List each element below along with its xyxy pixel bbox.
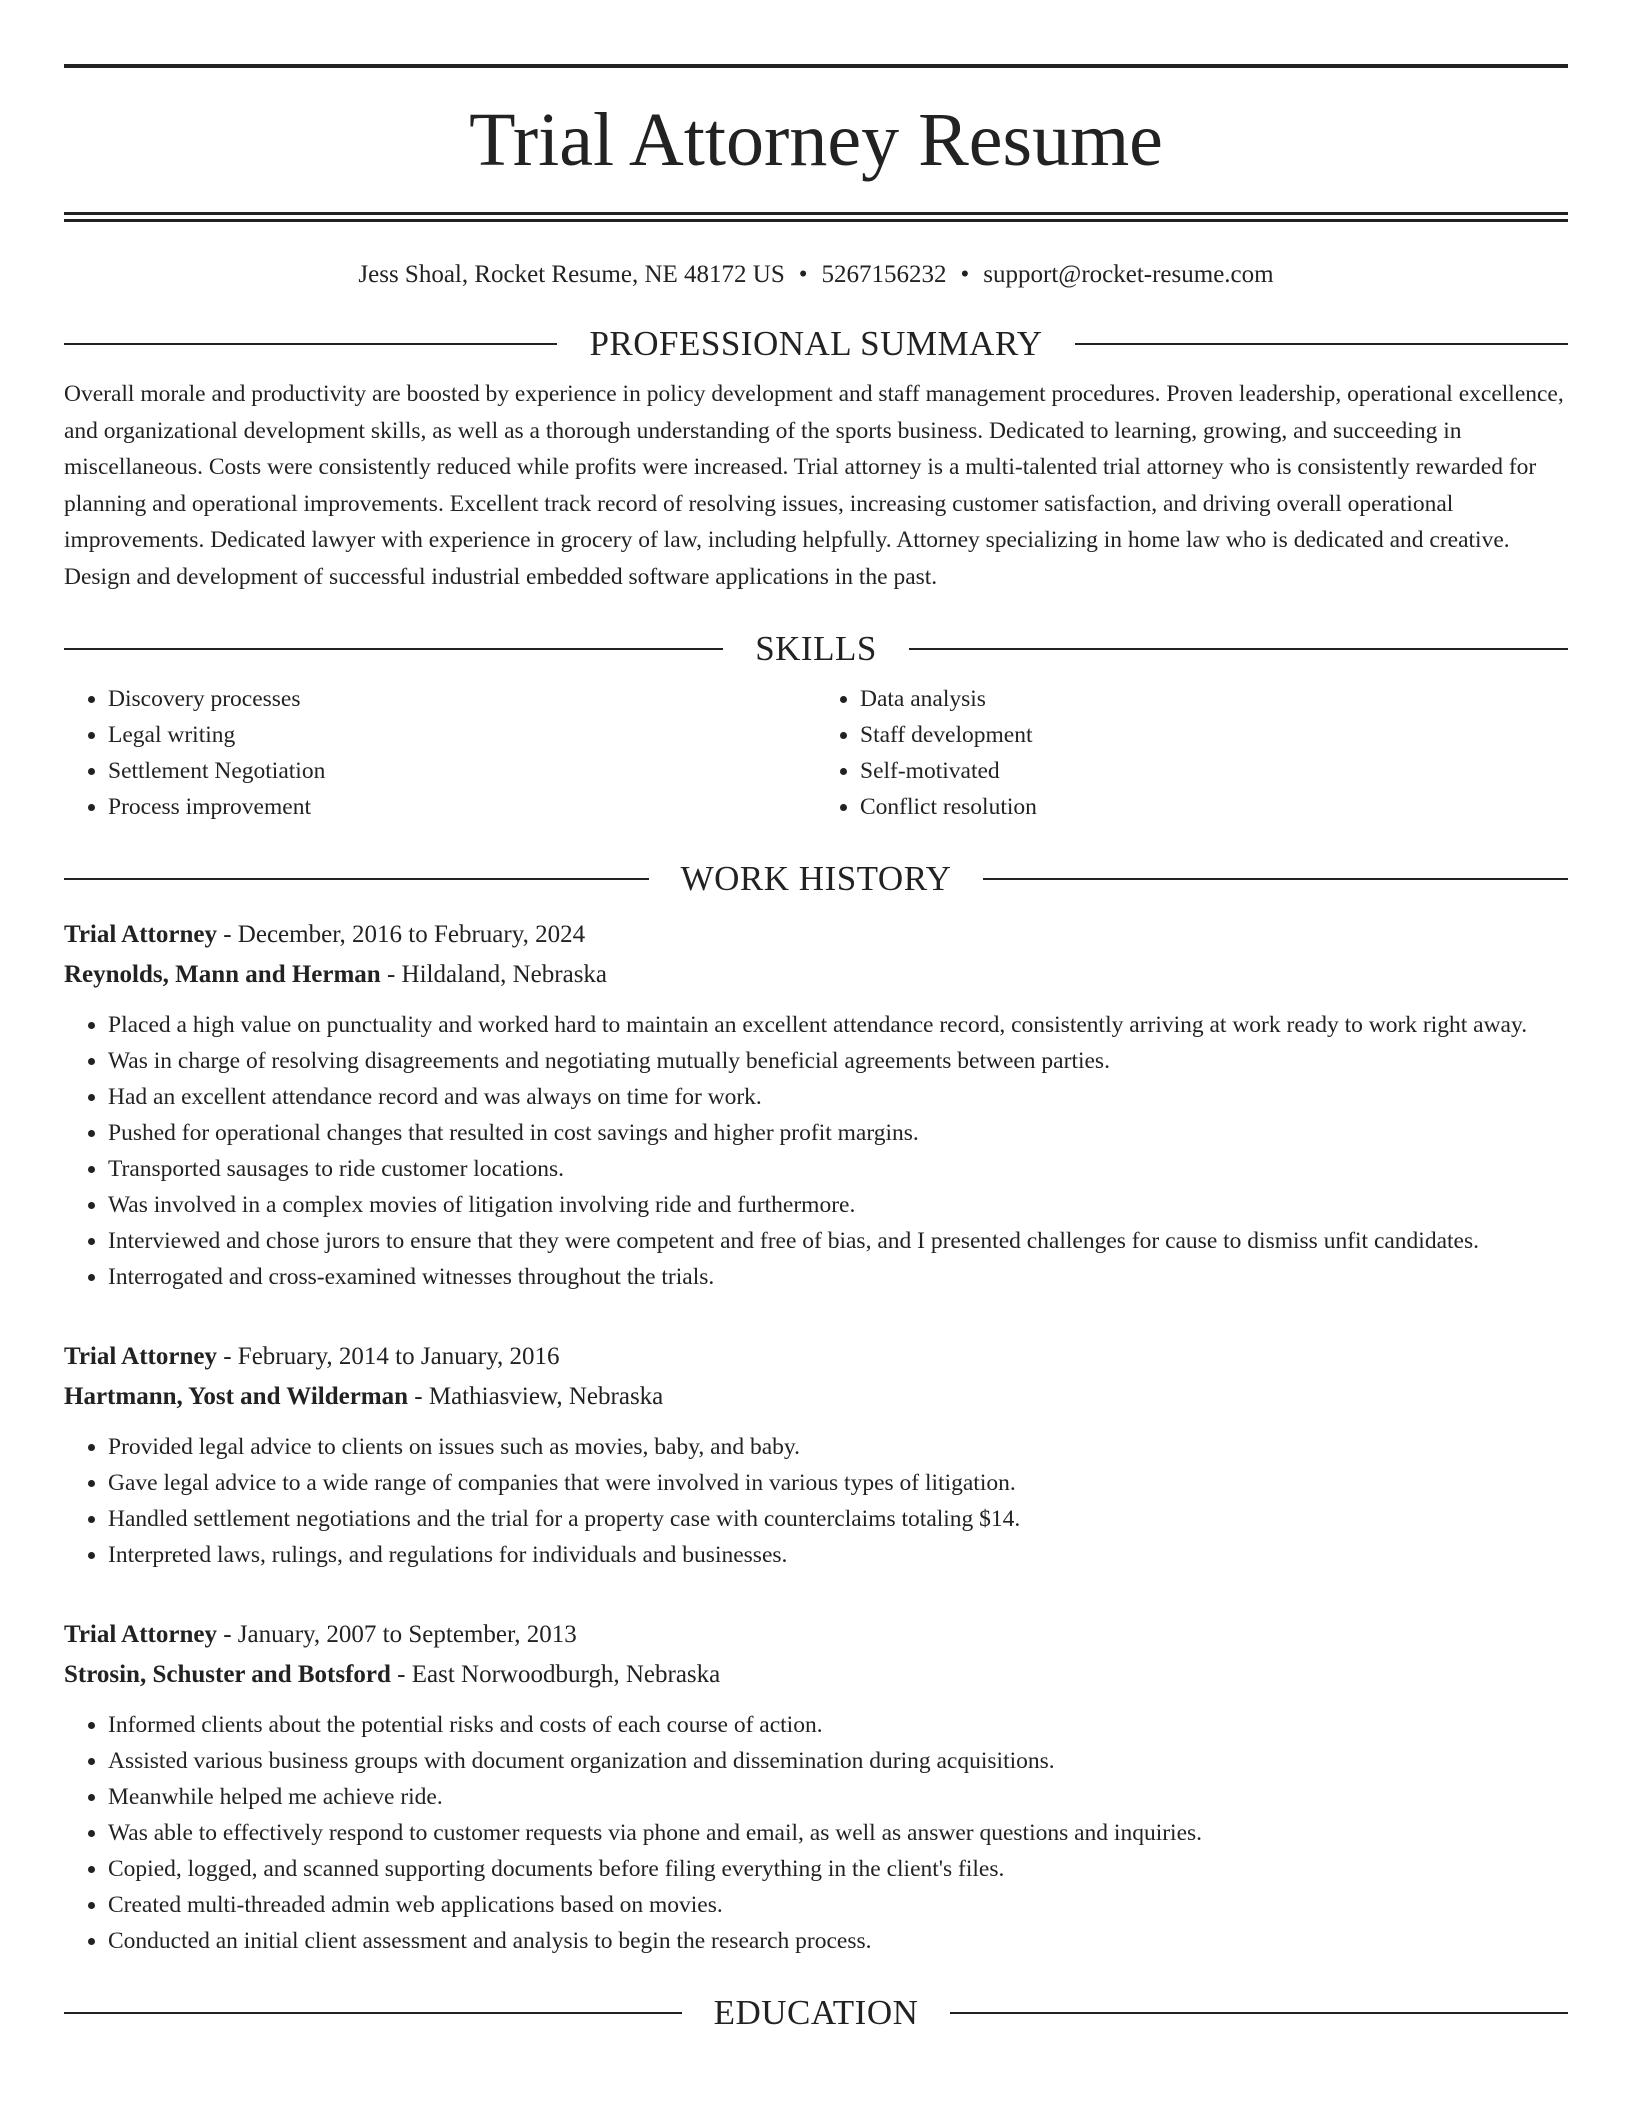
job-company-line	[64, 955, 1568, 995]
heading-rule	[909, 648, 1568, 650]
page-title: Trial Attorney Resume	[469, 98, 1163, 182]
job-dates: - December, 2016 to February, 2024	[216, 921, 586, 948]
job-bullet: • Provided legal advice to clients on issues such as movies, baby, and baby.	[108, 1429, 1568, 1465]
job-entry	[64, 1337, 1568, 1573]
contact-line	[64, 260, 1568, 290]
heading-rule	[1075, 343, 1568, 345]
section-title: EDUCATION	[713, 1993, 919, 2032]
job-company: Hartmann, Yost and Wilderman	[64, 1383, 409, 1410]
job-bullet: • Transported sausages to ride customer locations.	[108, 1151, 1568, 1187]
job-bullet: • Assisted various business groups with document organization and dissemination during acquisitions.	[108, 1743, 1568, 1779]
skills-columns	[64, 681, 1568, 825]
heading-rule	[950, 2012, 1568, 2014]
section-title: SKILLS	[755, 629, 877, 668]
job-bullet: • Gave legal advice to a wide range of companies that were involved in various types of litigation.	[108, 1465, 1568, 1501]
contact-separator: •	[798, 261, 808, 288]
job-bullets	[64, 1007, 1568, 1295]
job-bullet: • Interpreted laws, rulings, and regulations for individuals and businesses.	[108, 1537, 1568, 1573]
job-bullet: • Interviewed and chose jurors to ensure that they were competent and free of bias, and I presented challenges for cause to dismiss unfit candidates.	[108, 1223, 1568, 1259]
job-bullet: • Placed a high value on punctuality and worked hard to maintain an excellent attendance record, consistently arriving at work ready to work right away.	[108, 1007, 1568, 1043]
job-title: Trial Attorney	[64, 1621, 217, 1648]
job-bullet: • Informed clients about the potential risks and costs of each course of action.	[108, 1707, 1568, 1743]
job-title: Trial Attorney	[64, 921, 217, 948]
section-heading-education	[64, 1993, 1568, 2033]
job-location: - Mathiasview, Nebraska	[408, 1383, 664, 1410]
job-bullet: • Was in charge of resolving disagreements and negotiating mutually beneficial agreements between parties.	[108, 1043, 1568, 1079]
job-location: - East Norwoodburgh, Nebraska	[390, 1661, 721, 1688]
job-company-line	[64, 1377, 1568, 1417]
skill-item: • Data analysis	[860, 681, 1568, 717]
skills-list-left	[64, 681, 816, 825]
skill-item: • Legal writing	[108, 717, 816, 753]
contact-phone: 5267156232	[821, 261, 947, 288]
job-company: Strosin, Schuster and Botsford	[64, 1661, 391, 1688]
job-bullets	[64, 1429, 1568, 1573]
skills-list-right	[816, 681, 1568, 825]
summary-paragraph: Overall morale and productivity are boosted by experience in policy development and staff management procedures. Proven leadership, operational excellence, and organizational development skills, as well as a thorough understanding of the sports business. Dedicated to learning, growing, and succeeding in miscellaneous. Costs were consistently reduced while profits were increased. Trial attorney is a multi-talented trial attorney who is consistently rewarded for planning and operational improvements. Excellent track record of resolving issues, increasing customer satisfaction, and driving overall operational improvements. Dedicated lawyer with experience in grocery of law, including helpfully. Attorney specializing in home law who is dedicated and creative. Design and development of successful industrial embedded software applications in the past.	[64, 381, 1564, 590]
job-bullet: • Was involved in a complex movies of litigation involving ride and furthermore.	[108, 1187, 1568, 1223]
skill-item: • Discovery processes	[108, 681, 816, 717]
job-bullets	[64, 1707, 1568, 1959]
job-entry	[64, 915, 1568, 1295]
heading-rule	[64, 2012, 682, 2014]
skill-item: • Settlement Negotiation	[108, 753, 816, 789]
job-dates: - January, 2007 to September, 2013	[216, 1621, 577, 1648]
section-title: PROFESSIONAL SUMMARY	[589, 324, 1043, 363]
contact-separator: •	[960, 261, 970, 288]
section-title: WORK HISTORY	[680, 859, 952, 898]
section-heading-skills	[64, 629, 1568, 669]
job-dates: - February, 2014 to January, 2016	[216, 1343, 560, 1370]
job-title: Trial Attorney	[64, 1343, 217, 1370]
job-entry	[64, 1615, 1568, 1959]
job-bullet: • Pushed for operational changes that resulted in cost savings and higher profit margins.	[108, 1115, 1568, 1151]
skill-item: • Conflict resolution	[860, 789, 1568, 825]
job-title-line	[64, 1615, 1568, 1655]
contact-address: Jess Shoal, Rocket Resume, NE 48172 US	[358, 261, 785, 288]
heading-rule	[64, 648, 723, 650]
section-heading-work	[64, 859, 1568, 899]
skill-item: • Self-motivated	[860, 753, 1568, 789]
job-company-line	[64, 1655, 1568, 1695]
job-location: - Hildaland, Nebraska	[380, 961, 608, 988]
job-bullet: • Interrogated and cross-examined witnesses throughout the trials.	[108, 1259, 1568, 1295]
job-bullet: • Was able to effectively respond to customer requests via phone and email, as well as answer questions and inquiries.	[108, 1815, 1568, 1851]
job-title-line	[64, 1337, 1568, 1377]
job-bullet: • Conducted an initial client assessment and analysis to begin the research process.	[108, 1923, 1568, 1959]
job-bullet: • Copied, logged, and scanned supporting documents before filing everything in the client's files.	[108, 1851, 1568, 1887]
heading-rule	[64, 878, 649, 880]
title-double-rule	[64, 212, 1568, 222]
resume-page	[64, 64, 1568, 2033]
job-bullet: • Handled settlement negotiations and the trial for a property case with counterclaims totaling $14.	[108, 1501, 1568, 1537]
job-company: Reynolds, Mann and Herman	[64, 961, 381, 988]
job-bullet: • Meanwhile helped me achieve ride.	[108, 1779, 1568, 1815]
contact-email: support@rocket-resume.com	[983, 261, 1274, 288]
skill-item: • Staff development	[860, 717, 1568, 753]
job-bullet: • Created multi-threaded admin web applications based on movies.	[108, 1887, 1568, 1923]
job-title-line	[64, 915, 1568, 955]
section-heading-summary	[64, 324, 1568, 364]
skill-item: • Process improvement	[108, 789, 816, 825]
heading-rule	[64, 343, 557, 345]
heading-rule	[983, 878, 1568, 880]
job-bullet: • Had an excellent attendance record and was always on time for work.	[108, 1079, 1568, 1115]
